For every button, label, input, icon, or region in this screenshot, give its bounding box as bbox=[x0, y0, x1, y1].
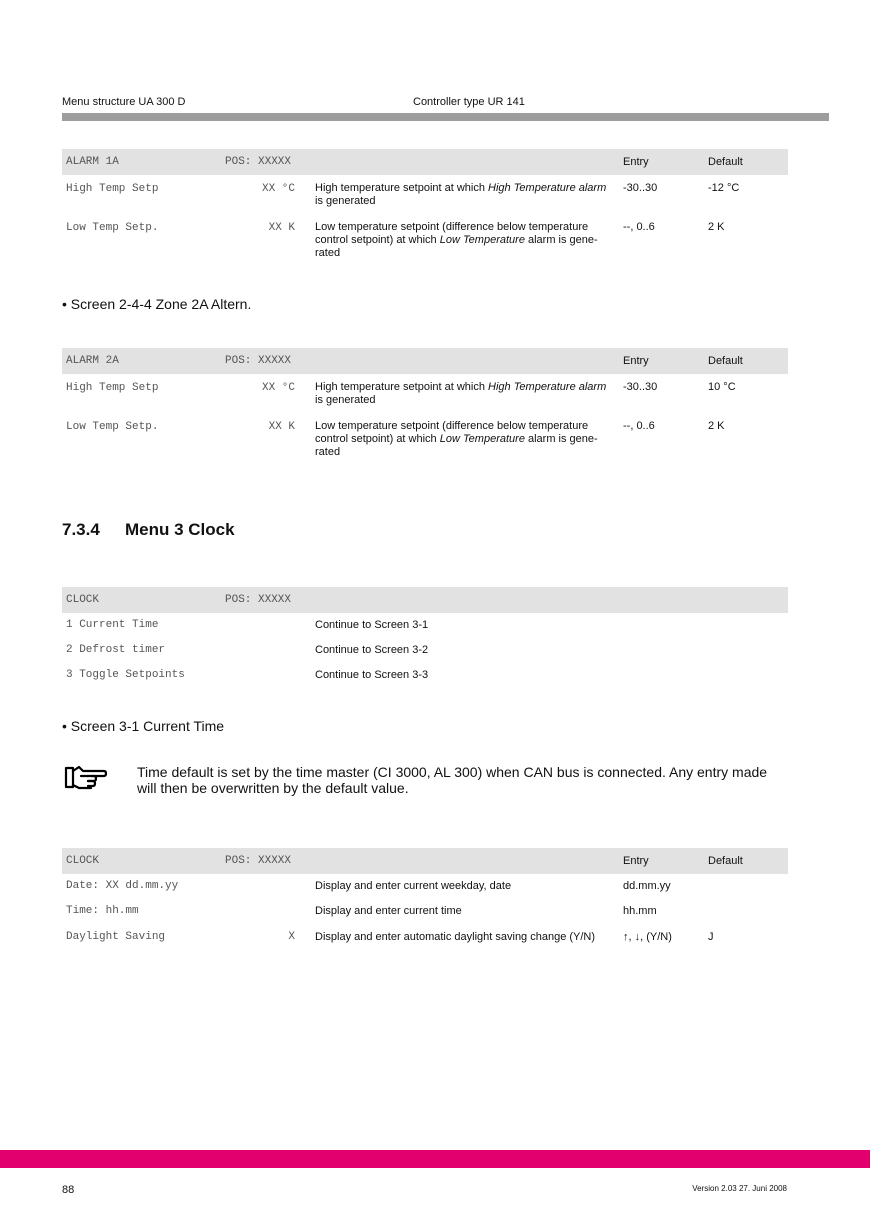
param-entry: ↑, ↓, (Y/N) bbox=[623, 931, 672, 943]
screen-name: CLOCK bbox=[66, 855, 100, 867]
screen-name: ALARM 2A bbox=[66, 355, 119, 367]
footer-bar bbox=[0, 1150, 870, 1168]
entry-header: Entry bbox=[623, 355, 649, 367]
param-desc: Display and enter current time bbox=[315, 905, 462, 917]
param-desc: Low temperature setpoint (difference below temperature control setpoint) at which Low Temperature alarm is gene-rated bbox=[315, 420, 598, 458]
header-rule bbox=[62, 113, 829, 121]
param-entry: --, 0..6 bbox=[623, 420, 655, 432]
table-header bbox=[62, 848, 788, 874]
entry-header: Entry bbox=[623, 855, 649, 867]
entry-header: Entry bbox=[623, 156, 649, 168]
param-name: Low Temp Setp. bbox=[66, 421, 159, 433]
header-left: Menu structure UA 300 D bbox=[62, 96, 186, 108]
table-row bbox=[62, 175, 788, 214]
section-title: Menu 3 Clock bbox=[125, 520, 235, 539]
param-default: -12 °C bbox=[708, 182, 740, 194]
table-row bbox=[62, 638, 788, 663]
param-entry: -30..30 bbox=[623, 381, 658, 393]
param-default: J bbox=[708, 931, 714, 943]
param-unit: X bbox=[288, 931, 295, 943]
page-number: 88 bbox=[62, 1184, 75, 1196]
param-desc: Display and enter automatic daylight saving change (Y/N) bbox=[315, 931, 596, 943]
table-row bbox=[62, 924, 788, 949]
alarm-2a-table bbox=[62, 348, 788, 463]
section-number: 7.3.4 bbox=[62, 520, 100, 539]
param-unit: XX K bbox=[268, 421, 295, 433]
param-desc: High temperature setpoint at which High Temperature alarm is generated bbox=[315, 381, 607, 406]
screen-name: ALARM 1A bbox=[66, 156, 119, 168]
menu-item-desc: Continue to Screen 3-1 bbox=[315, 619, 429, 631]
table-row bbox=[62, 663, 788, 688]
table-header bbox=[62, 348, 788, 374]
table-row bbox=[62, 374, 788, 413]
clock-time-table bbox=[62, 848, 788, 949]
param-default: 2 K bbox=[708, 420, 725, 432]
screen-pos: POS: XXXXX bbox=[225, 355, 292, 367]
screen-bullet: • Screen 2-4-4 Zone 2A Altern. bbox=[62, 296, 252, 312]
param-entry: hh.mm bbox=[623, 905, 657, 917]
param-unit: XX °C bbox=[261, 382, 295, 394]
param-entry: -30..30 bbox=[623, 182, 658, 194]
screen-pos: POS: XXXXX bbox=[225, 156, 292, 168]
pointing-hand-icon bbox=[64, 763, 108, 791]
param-desc: High temperature setpoint at which High Temperature alarm is generated bbox=[315, 182, 607, 207]
param-default: 2 K bbox=[708, 221, 725, 233]
param-name: Time: hh.mm bbox=[66, 905, 139, 917]
alarm-1a-table bbox=[62, 149, 788, 264]
param-entry: --, 0..6 bbox=[623, 221, 655, 233]
menu-item-desc: Continue to Screen 3-2 bbox=[315, 644, 429, 656]
param-desc: Low temperature setpoint (difference below temperature control setpoint) at which Low Temperature alarm is gene-rated bbox=[315, 221, 598, 259]
header-center: Controller type UR 141 bbox=[413, 96, 525, 108]
version-info: Version 2.03 27. Juni 2008 bbox=[692, 1184, 787, 1193]
param-name: Daylight Saving bbox=[66, 931, 166, 943]
default-header: Default bbox=[708, 355, 743, 367]
param-unit: XX K bbox=[268, 222, 295, 234]
param-desc: Display and enter current weekday, date bbox=[315, 880, 512, 892]
table-row bbox=[62, 899, 788, 924]
param-name: High Temp Setp bbox=[66, 382, 159, 394]
param-name: Low Temp Setp. bbox=[66, 222, 159, 234]
default-header: Default bbox=[708, 855, 743, 867]
table-row bbox=[62, 874, 788, 899]
param-unit: XX °C bbox=[261, 183, 295, 195]
screen-pos: POS: XXXXX bbox=[225, 594, 292, 606]
param-name: Date: XX dd.mm.yy bbox=[66, 880, 179, 892]
screen-pos: POS: XXXXX bbox=[225, 855, 292, 867]
menu-item: 3 Toggle Setpoints bbox=[66, 669, 185, 681]
clock-menu-table bbox=[62, 587, 788, 688]
table-header bbox=[62, 149, 788, 175]
section-heading bbox=[62, 520, 235, 540]
menu-item: 2 Defrost timer bbox=[66, 644, 166, 656]
param-default: 10 °C bbox=[708, 381, 736, 393]
table-row bbox=[62, 613, 788, 638]
screen-name: CLOCK bbox=[66, 594, 100, 606]
table-header bbox=[62, 587, 788, 613]
param-entry: dd.mm.yy bbox=[623, 880, 671, 892]
menu-item: 1 Current Time bbox=[66, 619, 159, 631]
note-text: Time default is set by the time master (CI 3000, AL 300) when CAN bus is connected. Any entry made will then be overwritten by the default value. bbox=[137, 764, 768, 796]
table-row bbox=[62, 413, 788, 463]
param-name: High Temp Setp bbox=[66, 183, 159, 195]
table-row bbox=[62, 214, 788, 264]
menu-item-desc: Continue to Screen 3-3 bbox=[315, 669, 429, 681]
screen-bullet: • Screen 3-1 Current Time bbox=[62, 718, 225, 734]
default-header: Default bbox=[708, 156, 743, 168]
